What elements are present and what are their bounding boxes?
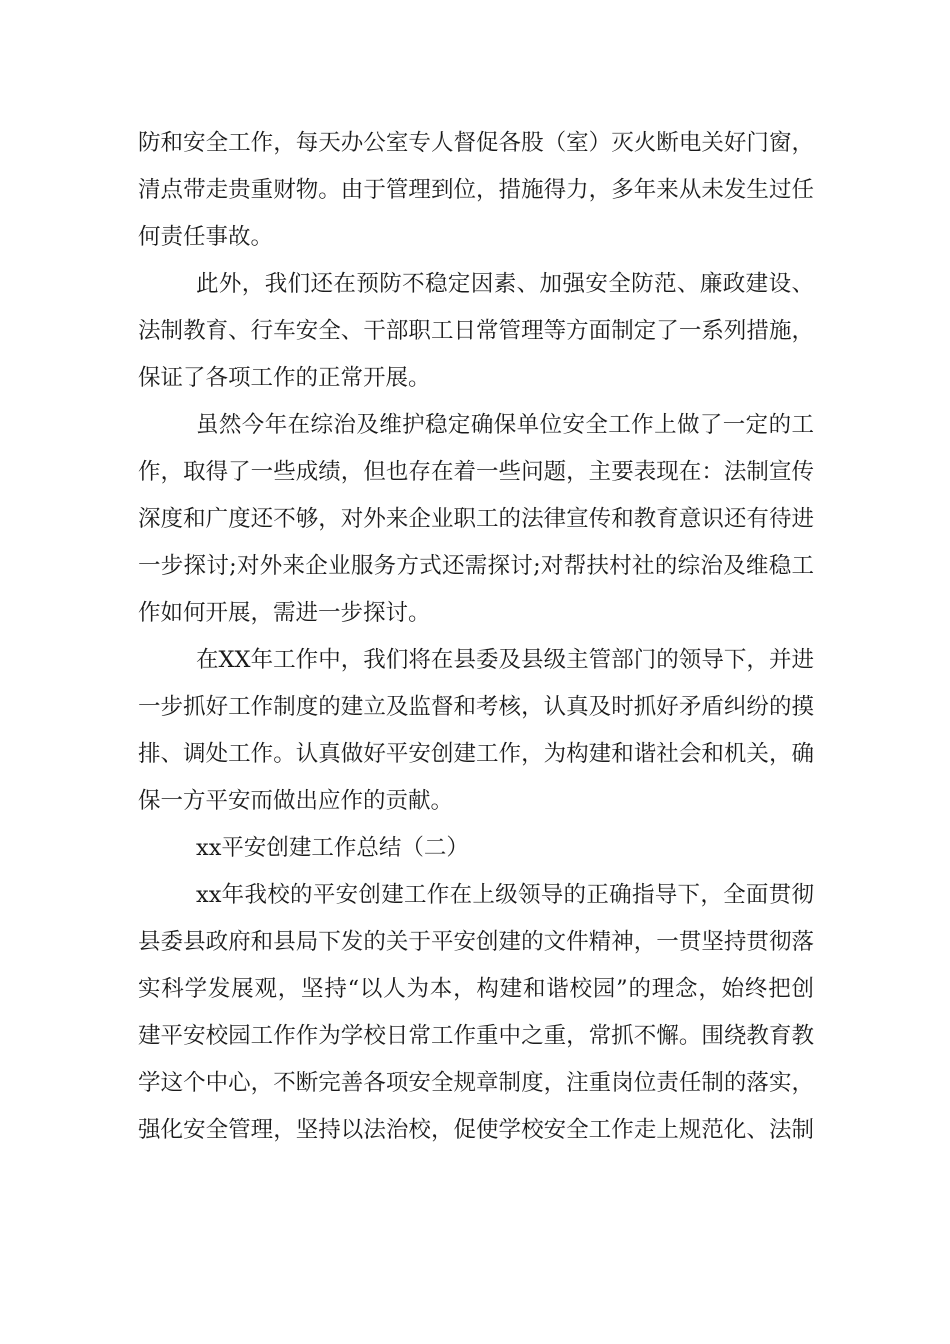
text-line: 深度和广度还不够，对外来企业职工的法律宣传和教育意识还有待进: [138, 506, 814, 532]
text-line: 保证了各项工作的正常开展。: [138, 365, 431, 391]
text-line: 一步抓好工作制度的建立及监督和考核，认真及时抓好矛盾纠纷的摸: [138, 694, 814, 720]
text-line: 一步探讨;对外来企业服务方式还需探讨;对帮扶村社的综治及维稳工: [138, 553, 814, 579]
text-line: 作，取得了一些成绩，但也存在着一些问题，主要表现在：法制宣传: [138, 459, 814, 485]
text-line: 强化安全管理，坚持以法治校，促使学校安全工作走上规范化、法制: [138, 1117, 814, 1143]
text-line: 县委县政府和县局下发的关于平安创建的文件精神，一贯坚持贯彻落: [138, 929, 814, 955]
paragraph-first-line: 虽然今年在综治及维护稳定确保单位安全工作上做了一定的工: [196, 412, 814, 438]
text-line: 法制教育、行车安全、干部职工日常管理等方面制定了一系列措施，: [138, 318, 814, 344]
text-line: 建平安校园工作作为学校日常工作重中之重，常抓不懈。围绕教育教: [138, 1023, 814, 1049]
text-line: 学这个中心，不断完善各项安全规章制度，注重岗位责任制的落实，: [138, 1070, 814, 1096]
document-body: [138, 120, 814, 1154]
section-heading: xx平安创建工作总结（二）: [196, 835, 469, 861]
text-line: 防和安全工作，每天办公室专人督促各股（室）灭火断电关好门窗，: [138, 130, 814, 156]
text-line: 保一方平安而做出应作的贡献。: [138, 788, 454, 814]
text-line: 何责任事故。: [138, 224, 274, 250]
text-line: 作如何开展，需进一步探讨。: [138, 600, 431, 626]
text-line: 排、调处工作。认真做好平安创建工作，为构建和谐社会和机关，确: [138, 741, 814, 767]
paragraph-first-line: 在XX年工作中，我们将在县委及县级主管部门的领导下，并进: [196, 647, 814, 673]
paragraph-first-line: 此外，我们还在预防不稳定因素、加强安全防范、廉政建设、: [196, 271, 814, 297]
text-line: 清点带走贵重财物。由于管理到位，措施得力，多年来从未发生过任: [138, 177, 814, 203]
paragraph-first-line: xx年我校的平安创建工作在上级领导的正确指导下，全面贯彻: [196, 882, 814, 908]
text-line: 实科学发展观，坚持“以人为本，构建和谐校园”的理念，始终把创: [138, 976, 814, 1002]
